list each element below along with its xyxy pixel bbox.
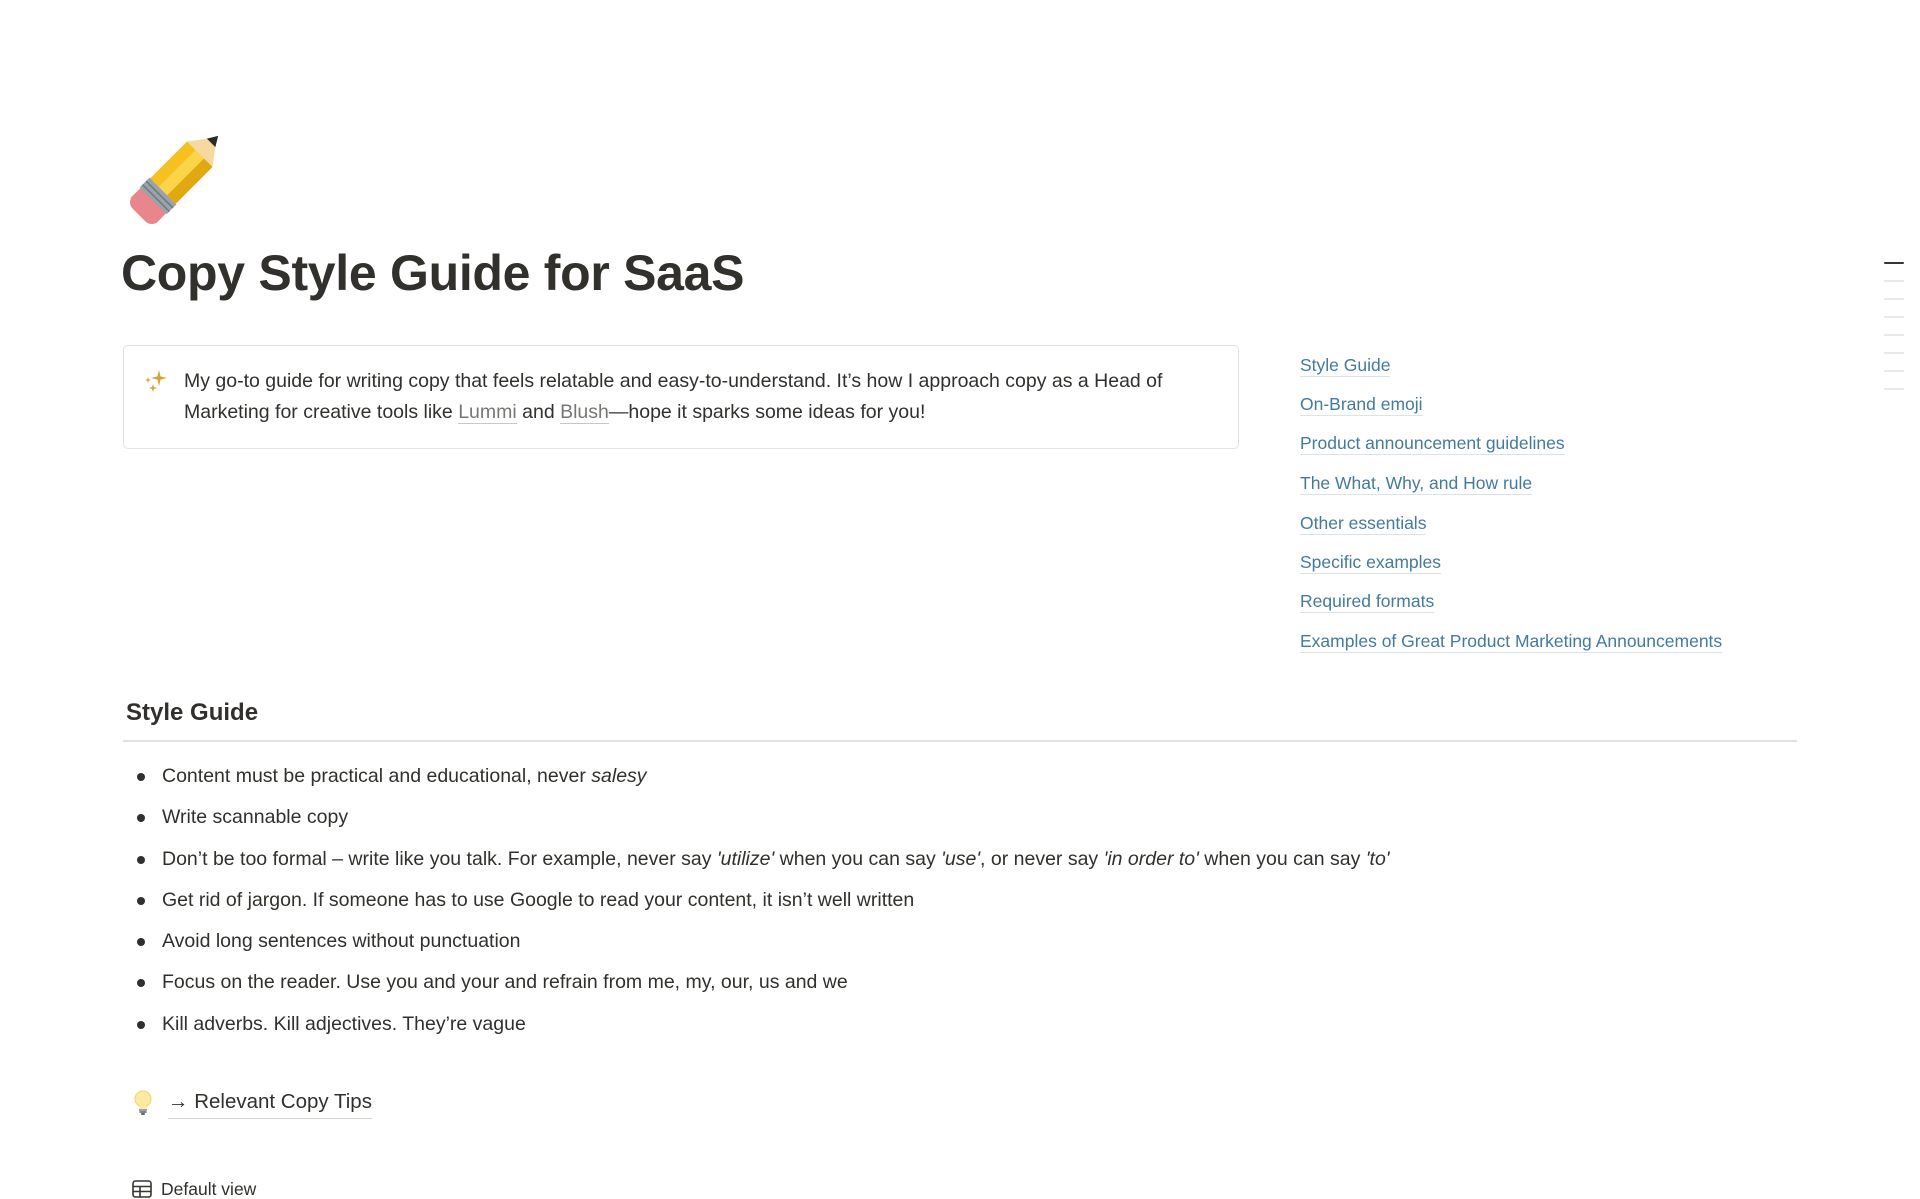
bullet-text: when you can say [774, 847, 942, 870]
outline-minimap[interactable] [1884, 262, 1904, 406]
toc-item-specific-examples[interactable] [1300, 549, 1820, 588]
lightbulb-icon [132, 1090, 154, 1116]
database-view-tab[interactable] [132, 1178, 256, 1199]
minimap-line[interactable] [1884, 352, 1904, 354]
minimap-line[interactable] [1884, 334, 1904, 336]
toc-item-style-guide[interactable] [1300, 352, 1820, 391]
bullet-item[interactable] [130, 966, 1390, 1007]
minimap-line[interactable] [1884, 316, 1904, 318]
toc-item-examples-great-announcements[interactable] [1300, 628, 1820, 667]
bullet-text: Write scannable copy [162, 806, 349, 829]
bullet-text: Kill adverbs. Kill adjectives. They’re vague [162, 1012, 526, 1035]
bullet-dot-icon [137, 773, 145, 781]
sparkles-icon [142, 368, 172, 398]
bullet-text: Don’t be too formal – write like you talk. For example, never say [162, 847, 717, 870]
bullet-item[interactable] [130, 884, 1390, 925]
toc-item-label[interactable]: Other essentials [1300, 513, 1427, 533]
heading-divider [123, 740, 1797, 742]
toc-item-label[interactable]: Required formats [1300, 591, 1435, 611]
bullet-dot-icon [137, 979, 145, 987]
bullet-dot-icon [137, 814, 145, 822]
italic-text: 'use' [941, 847, 981, 870]
bullet-text: Avoid long sentences without punctuation [162, 930, 521, 953]
page-title[interactable]: Copy Style Guide for SaaS [121, 245, 745, 301]
toc-item-on-brand-emoji[interactable] [1300, 391, 1820, 430]
bullet-dot-icon [137, 1021, 145, 1029]
callout-text-part: —hope it sparks some ideas for you! [608, 401, 926, 423]
lummi-link[interactable]: Lummi [458, 401, 517, 423]
bullet-item[interactable] [130, 760, 1390, 801]
callout-text-part: and [516, 401, 561, 423]
section-heading-style-guide[interactable]: Style Guide [126, 699, 259, 726]
toc-item-required-formats[interactable] [1300, 588, 1820, 628]
minimap-line[interactable] [1884, 280, 1904, 282]
bullet-dot-icon [137, 938, 145, 946]
bullet-item[interactable] [130, 801, 1390, 842]
table-icon [132, 1180, 152, 1198]
italic-text: 'to' [1365, 847, 1390, 870]
minimap-line[interactable] [1884, 370, 1904, 372]
bullet-item[interactable] [130, 925, 1390, 966]
toc-item-other-essentials[interactable] [1300, 510, 1820, 549]
callout-text [184, 366, 1218, 428]
toc-item-what-why-how-rule[interactable] [1300, 470, 1820, 510]
copy-tips-label[interactable]: → Relevant Copy Tips [168, 1086, 372, 1119]
bullet-text: , or never say [980, 847, 1104, 870]
relevant-copy-tips-link[interactable] [132, 1086, 372, 1119]
bullet-dot-icon [137, 897, 145, 905]
intro-callout [123, 345, 1239, 449]
minimap-line[interactable] [1884, 298, 1904, 300]
toc-item-label[interactable]: Specific examples [1300, 552, 1442, 572]
italic-text: 'utilize' [716, 847, 775, 870]
bullet-text: Content must be practical and educational, never [162, 765, 592, 787]
minimap-line[interactable] [1884, 388, 1904, 390]
toc-item-product-announcement-guidelines[interactable] [1300, 430, 1820, 470]
toc-item-label[interactable]: On-Brand emoji [1300, 394, 1423, 414]
default-view-label[interactable]: Default view [161, 1179, 257, 1199]
minimap-line[interactable] [1884, 262, 1904, 264]
pencil-icon[interactable] [118, 112, 242, 236]
bullet-text: Focus on the reader. Use you and your and refrain from me, my, our, us and we [162, 971, 848, 994]
table-of-contents [1300, 352, 1820, 667]
callout-text-part: My go-to guide for writing copy that feels relatable and easy-to-understand. It’s how I approach copy as a Head of Marketing for creative tools like [184, 370, 1163, 423]
bullet-item[interactable] [130, 1008, 1390, 1049]
style-guide-bullet-list [130, 760, 1390, 1049]
blush-link[interactable]: Blush [560, 401, 609, 423]
bullet-text: when you can say [1198, 847, 1366, 870]
italic-text: salesy [591, 765, 647, 787]
bullet-text: Get rid of jargon. If someone has to use Google to read your content, it isn’t well written [162, 888, 915, 911]
bullet-item[interactable] [130, 843, 1390, 884]
toc-item-label[interactable]: The What, Why, and How rule [1300, 473, 1533, 493]
toc-item-label[interactable]: Style Guide [1300, 355, 1391, 375]
italic-text: 'in order to' [1103, 847, 1199, 870]
toc-item-label[interactable]: Examples of Great Product Marketing Announcements [1300, 631, 1723, 651]
bullet-dot-icon [137, 856, 145, 864]
toc-item-label[interactable]: Product announcement guidelines [1300, 433, 1565, 453]
